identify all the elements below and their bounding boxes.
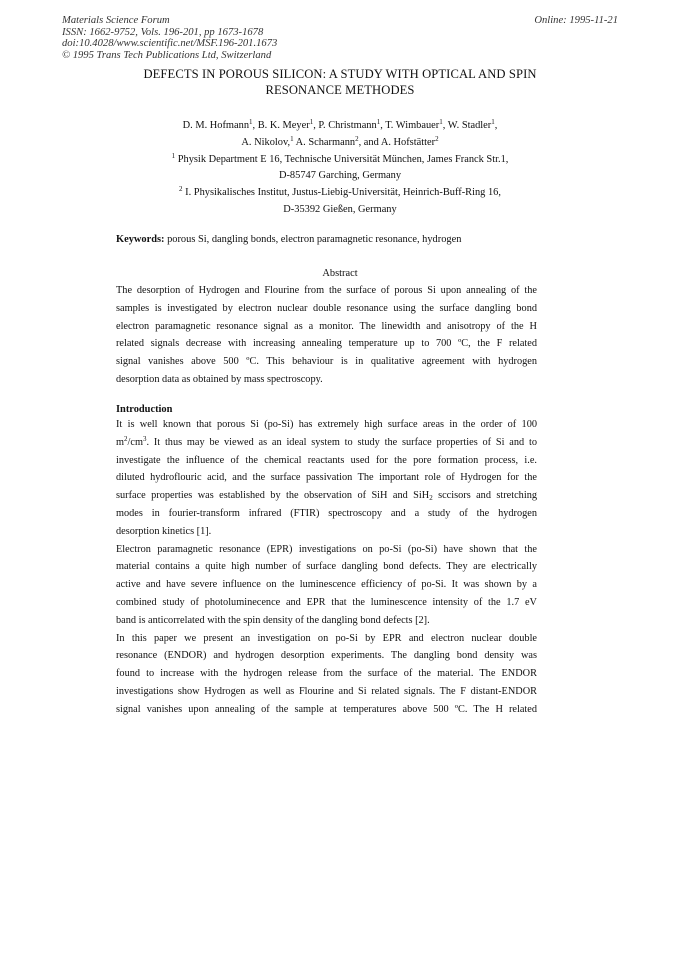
intro-line: modes in fourier-transform infrared (FTIR) spectroscopy and a study of the hydrogen	[116, 507, 537, 519]
superscript: 3	[142, 434, 147, 443]
intro-line: band is anticorrelated with the spin density of the dangling bond defects [2].	[116, 614, 430, 626]
intro-text: m	[116, 436, 125, 448]
author-separator: ,	[442, 120, 448, 131]
abstract-line: related signals decrease with increasing annealing temperature up to 700 ºC, the F related	[116, 338, 537, 350]
affiliation-1-line-1	[90, 152, 590, 169]
affiliation-1-line-2: D-85747 Garching, Germany	[278, 170, 402, 182]
abstract-heading: Abstract	[322, 268, 358, 279]
affiliation-mark: 1	[439, 118, 443, 126]
author-block	[90, 118, 590, 219]
author-name: P. Christmann	[318, 120, 377, 131]
affiliation-2-line-1	[90, 185, 590, 202]
intro-line: investigate the influence of the chemical reactants used for the pore formation process, i.e.	[116, 454, 537, 466]
affiliation-mark: 2	[355, 134, 359, 143]
author-separator: ,	[380, 120, 386, 131]
keywords-label: Keywords:	[116, 234, 165, 245]
journal-name: Materials Science Forum	[62, 15, 170, 26]
intro-line: active and have severe influence on the luminescence efficiency of po-Si. It was shown by a	[116, 579, 537, 591]
authors-line-1	[90, 118, 590, 135]
author-separator: ,	[494, 120, 498, 131]
intro-line: desorption kinetics [1].	[116, 525, 212, 537]
introduction-body	[116, 416, 537, 719]
affiliation-mark: 2	[435, 134, 439, 143]
intro-text: sccisors and stretching	[432, 490, 537, 502]
superscript: 2	[124, 434, 128, 443]
affiliation-mark: 1	[290, 134, 294, 143]
intro-line: material contains a quite high number of surface dangling bond defects. They are electrically	[116, 561, 537, 573]
affiliation-text: Physik Department E 16, Technische Universität München, James Franck Str.1,	[175, 153, 509, 165]
intro-line: found to increase with the hydrogen release from the surface of the material. The ENDOR	[116, 668, 537, 680]
affiliation-mark: 1	[309, 118, 314, 126]
intro-line	[116, 487, 537, 505]
online-date: Online: 1995-11-21	[534, 15, 618, 26]
author-name: A. Hofstätter	[380, 136, 436, 148]
abstract-body	[116, 282, 537, 389]
author-name: B. K. Meyer	[257, 120, 310, 131]
intro-line: investigations show Hydrogen as well as Flourine and Si related signals. The F distant-ENDOR	[116, 685, 537, 697]
author-separator: , and	[358, 136, 381, 148]
keywords-text: porous Si, dangling bonds, electron paramagnetic resonance, hydrogen	[164, 234, 462, 245]
intro-line: In this paper we present an investigation on po-Si by EPR and electron nuclear double	[116, 632, 537, 644]
intro-text: surface properties was established by the observation of SiH and SiH	[116, 490, 430, 502]
author-name: W. Stadler	[447, 120, 492, 131]
copyright-line: © 1995 Trans Tech Publications Ltd, Switzerland	[62, 49, 272, 61]
paper-title	[90, 66, 590, 98]
subscript: 2	[429, 494, 433, 503]
intro-line: signal vanishes upon annealing of the sample at temperatures above 500 ºC. The H related	[116, 703, 537, 715]
authors-line-2	[90, 135, 590, 152]
intro-line	[116, 434, 537, 452]
affiliation-mark: 1	[171, 151, 176, 160]
intro-text: . It thus may be viewed as an ideal system to study the surface properties of Si and to	[146, 436, 537, 448]
author-name: T. Wimbauer	[385, 120, 440, 131]
affiliation-mark: 1	[491, 118, 495, 126]
affiliation-mark: 2	[179, 185, 183, 194]
abstract-line: electron paramagnetic resonance signal as a monitor. The linewidth and anisotropy of the H	[116, 320, 537, 332]
author-separator: ,	[252, 120, 258, 131]
publication-info	[62, 15, 277, 61]
affiliation-text: I. Physikalisches Institut, Justus-Liebig-Universität, Heinrich-Buff-Ring 16,	[182, 187, 501, 199]
introduction-heading: Introduction	[116, 404, 173, 415]
issn-line: ISSN: 1662-9752, Vols. 196-201, pp 1673-1678	[62, 26, 264, 38]
abstract-line: desorption data as obtained by mass spectroscopy.	[116, 373, 323, 385]
keywords	[116, 234, 461, 245]
abstract-line: samples is investigated by electron nuclear double resonance using the surface dangling bond	[116, 302, 537, 314]
abstract-line: signal vanishes above 500 ºC. This behaviour is in qualitative agreement with hydrogen	[116, 356, 537, 368]
intro-line: It is well known that porous Si (po-Si) has extremely high surface areas in the order of 100	[116, 419, 537, 430]
author-name: D. M. Hofmann	[182, 120, 250, 131]
intro-line: combined study of photoluminecence and EPR that the luminescence intensity of the 1.7 eV	[116, 596, 537, 608]
affiliation-2-line-2: D-35392 Gießen, Germany	[283, 203, 397, 215]
intro-line: Electron paramagnetic resonance (EPR) investigations on po-Si (po-Si) have shown that the	[116, 543, 537, 555]
author-name: A. Scharmann	[295, 136, 356, 148]
title-line-2: RESONANCE METHODES	[265, 83, 415, 97]
title-line-1: DEFECTS IN POROUS SILICON: A STUDY WITH OPTICAL AND SPIN	[143, 67, 537, 81]
affiliation-mark: 1	[249, 118, 253, 126]
author-separator: ,	[313, 120, 319, 131]
abstract-line: The desorption of Hydrogen and Flourine from the surface of porous Si upon annealing of the	[116, 285, 537, 296]
intro-text: /cm	[127, 436, 143, 448]
doi-link[interactable]: doi:10.4028/www.scientific.net/MSF.196-201.1673	[62, 38, 278, 49]
author-name: A. Nikolov,	[241, 136, 291, 148]
affiliation-mark: 1	[376, 118, 381, 126]
intro-line: resonance (ENDOR) and hydrogen desorption experiments. The dangling bond density was	[116, 650, 537, 662]
intro-line: diluted hydroflouric acid, and the surface passivation The important role of Hydrogen for the	[116, 472, 537, 484]
